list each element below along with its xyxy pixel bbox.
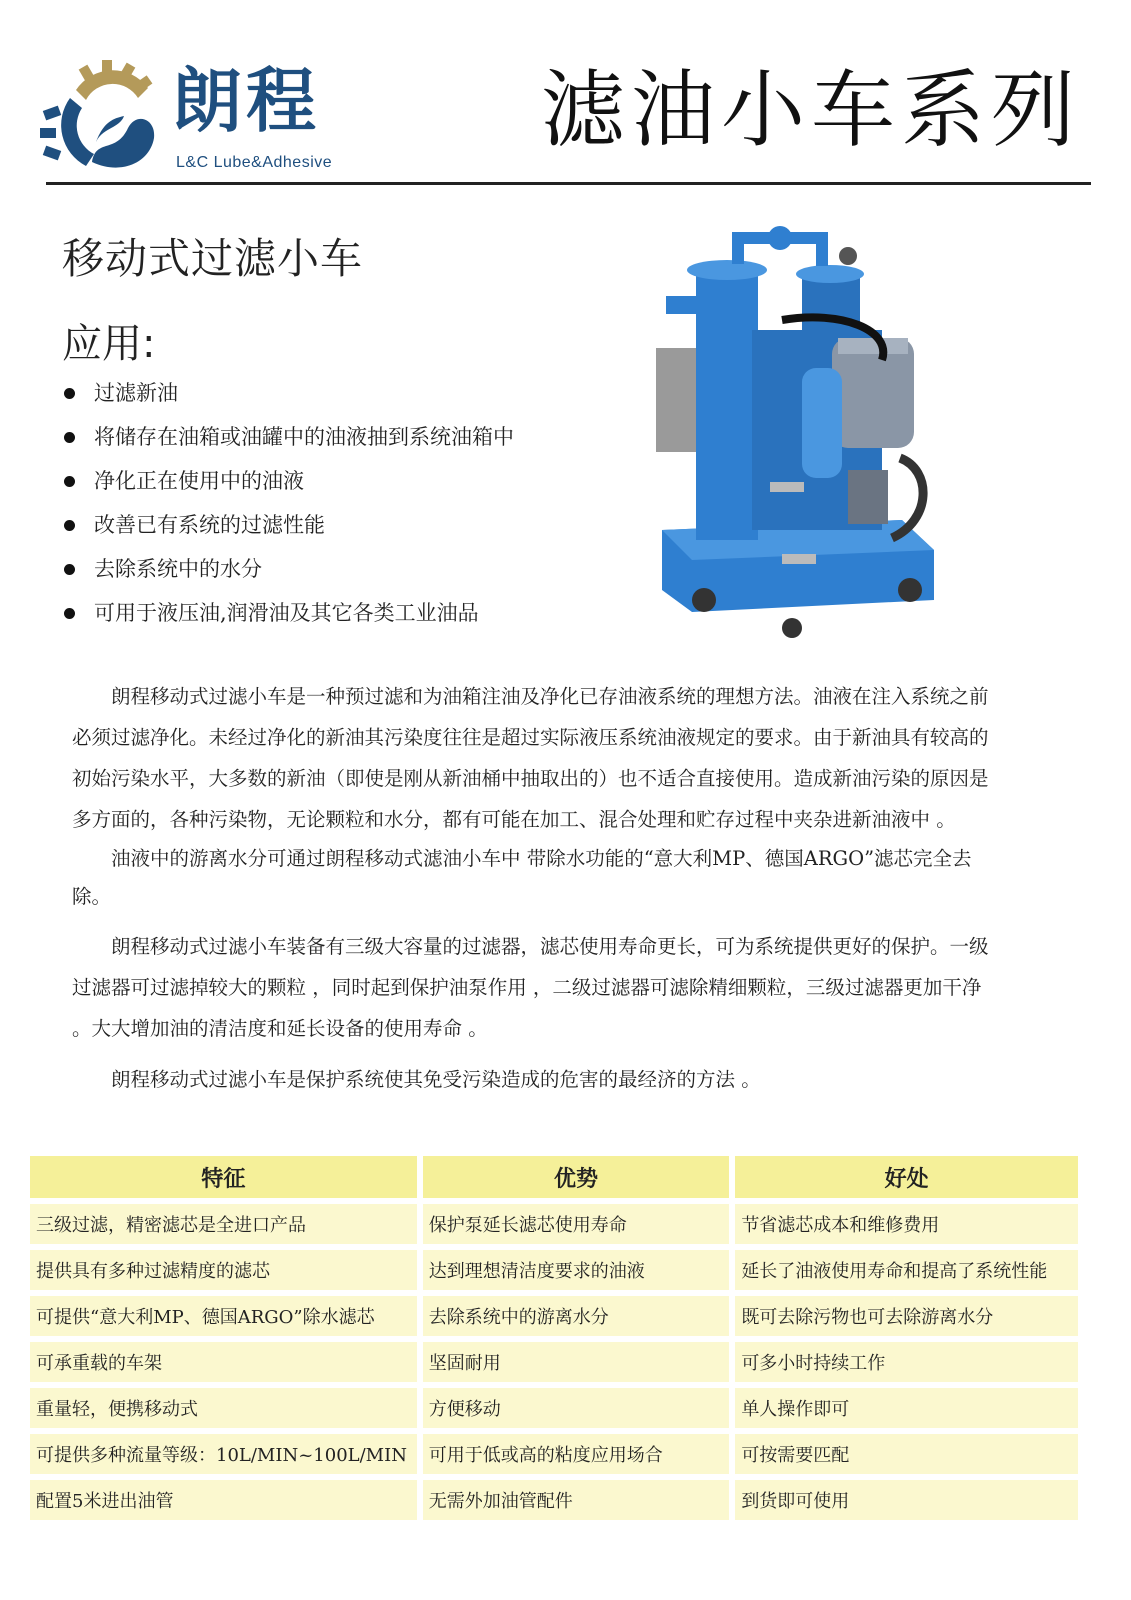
description-text bbox=[72, 676, 1007, 1100]
table-cell: 节省滤芯成本和维修费用 bbox=[735, 1204, 1078, 1244]
table-cell: 配置5米进出油管 bbox=[30, 1480, 417, 1520]
filter-cart-image bbox=[652, 220, 952, 640]
table-cell: 达到理想清洁度要求的油液 bbox=[423, 1250, 730, 1290]
series-title: 滤油小车系列 bbox=[540, 61, 1081, 159]
product-title: 移动式过滤小车 bbox=[62, 234, 364, 283]
company-logo bbox=[36, 54, 366, 178]
table-cell: 可提供“意大利MP、德国ARGO”除水滤芯 bbox=[30, 1296, 417, 1336]
table-cell: 无需外加油管配件 bbox=[423, 1480, 730, 1520]
table-cell: 可多小时持续工作 bbox=[735, 1342, 1078, 1382]
table-cell: 保护泵延长滤芯使用寿命 bbox=[423, 1204, 730, 1244]
applications-heading: 应用: bbox=[62, 321, 156, 367]
brand-name-cn: 朗程 bbox=[172, 60, 320, 142]
table-cell: 可提供多种流量等级：10L/MIN~100L/MIN bbox=[30, 1434, 417, 1474]
table-row bbox=[30, 1296, 1078, 1336]
applications-list bbox=[62, 378, 514, 642]
table-cell: 可按需要匹配 bbox=[735, 1434, 1078, 1474]
paragraph: 油液中的游离水分可通过朗程移动式滤油小车中 带除水功能的“意大利MP、德国ARGO”滤芯完全去除。 bbox=[72, 847, 972, 908]
table-row bbox=[30, 1342, 1078, 1382]
table-row bbox=[30, 1388, 1078, 1428]
table-cell: 重量轻，便携移动式 bbox=[30, 1388, 417, 1428]
table-cell: 可承重载的车架 bbox=[30, 1342, 417, 1382]
list-item: 可用于液压油,润滑油及其它各类工业油品 bbox=[62, 598, 514, 642]
list-item: 去除系统中的水分 bbox=[62, 554, 514, 598]
paragraph: 朗程移动式过滤小车是保护系统使其免受污染造成的危害的最经济的方法 。 bbox=[111, 1068, 761, 1091]
features-table bbox=[24, 1150, 1084, 1526]
table-row bbox=[30, 1204, 1078, 1244]
table-header-row bbox=[30, 1156, 1078, 1198]
column-header-advantages: 优势 bbox=[423, 1156, 730, 1198]
list-item: 净化正在使用中的油液 bbox=[62, 466, 514, 510]
table-cell: 三级过滤，精密滤芯是全进口产品 bbox=[30, 1204, 417, 1244]
table-cell: 方便移动 bbox=[423, 1388, 730, 1428]
table-row bbox=[30, 1480, 1078, 1520]
brand-name-en: L&C Lube&Adhesive bbox=[176, 154, 333, 171]
header-divider bbox=[46, 182, 1091, 185]
list-item: 改善已有系统的过滤性能 bbox=[62, 510, 514, 554]
table-cell: 去除系统中的游离水分 bbox=[423, 1296, 730, 1336]
paragraph: 朗程移动式过滤小车装备有三级大容量的过滤器，滤芯使用寿命更长，可为系统提供更好的保护。一级过滤器可过滤掉较大的颗粒 ，同时起到保护油泵作用 ，二级过滤器可滤除精细颗粒，三级过滤器更加干净 。大大增加油的清洁度和延长设备的使用寿命 。 bbox=[72, 935, 989, 1040]
table-cell: 延长了油液使用寿命和提高了系统性能 bbox=[735, 1250, 1078, 1290]
table-cell: 单人操作即可 bbox=[735, 1388, 1078, 1428]
column-header-features: 特征 bbox=[30, 1156, 417, 1198]
table-cell: 坚固耐用 bbox=[423, 1342, 730, 1382]
paragraph: 朗程移动式过滤小车是一种预过滤和为油箱注油及净化已存油液系统的理想方法。油液在注入系统之前必须过滤净化。未经过净化的新油其污染度往往是超过实际液压系统油液规定的要求。由于新油具有较高的初始污染水平，大多数的新油（即使是刚从新油桶中抽取出的）也不适合直接使用。造成新油污染的原因是多方面的，各种污染物，无论颗粒和水分，都有可能在加工、混合处理和贮存过程中夹杂进新油液中 。 bbox=[72, 685, 989, 831]
gear-logo-icon bbox=[36, 58, 166, 178]
table-cell: 提供具有多种过滤精度的滤芯 bbox=[30, 1250, 417, 1290]
table-cell: 可用于低或高的粘度应用场合 bbox=[423, 1434, 730, 1474]
table-row bbox=[30, 1250, 1078, 1290]
list-item: 过滤新油 bbox=[62, 378, 514, 422]
table-row bbox=[30, 1434, 1078, 1474]
table-cell: 到货即可使用 bbox=[735, 1480, 1078, 1520]
column-header-benefits: 好处 bbox=[735, 1156, 1078, 1198]
table-cell: 既可去除污物也可去除游离水分 bbox=[735, 1296, 1078, 1336]
list-item: 将储存在油箱或油罐中的油液抽到系统油箱中 bbox=[62, 422, 514, 466]
